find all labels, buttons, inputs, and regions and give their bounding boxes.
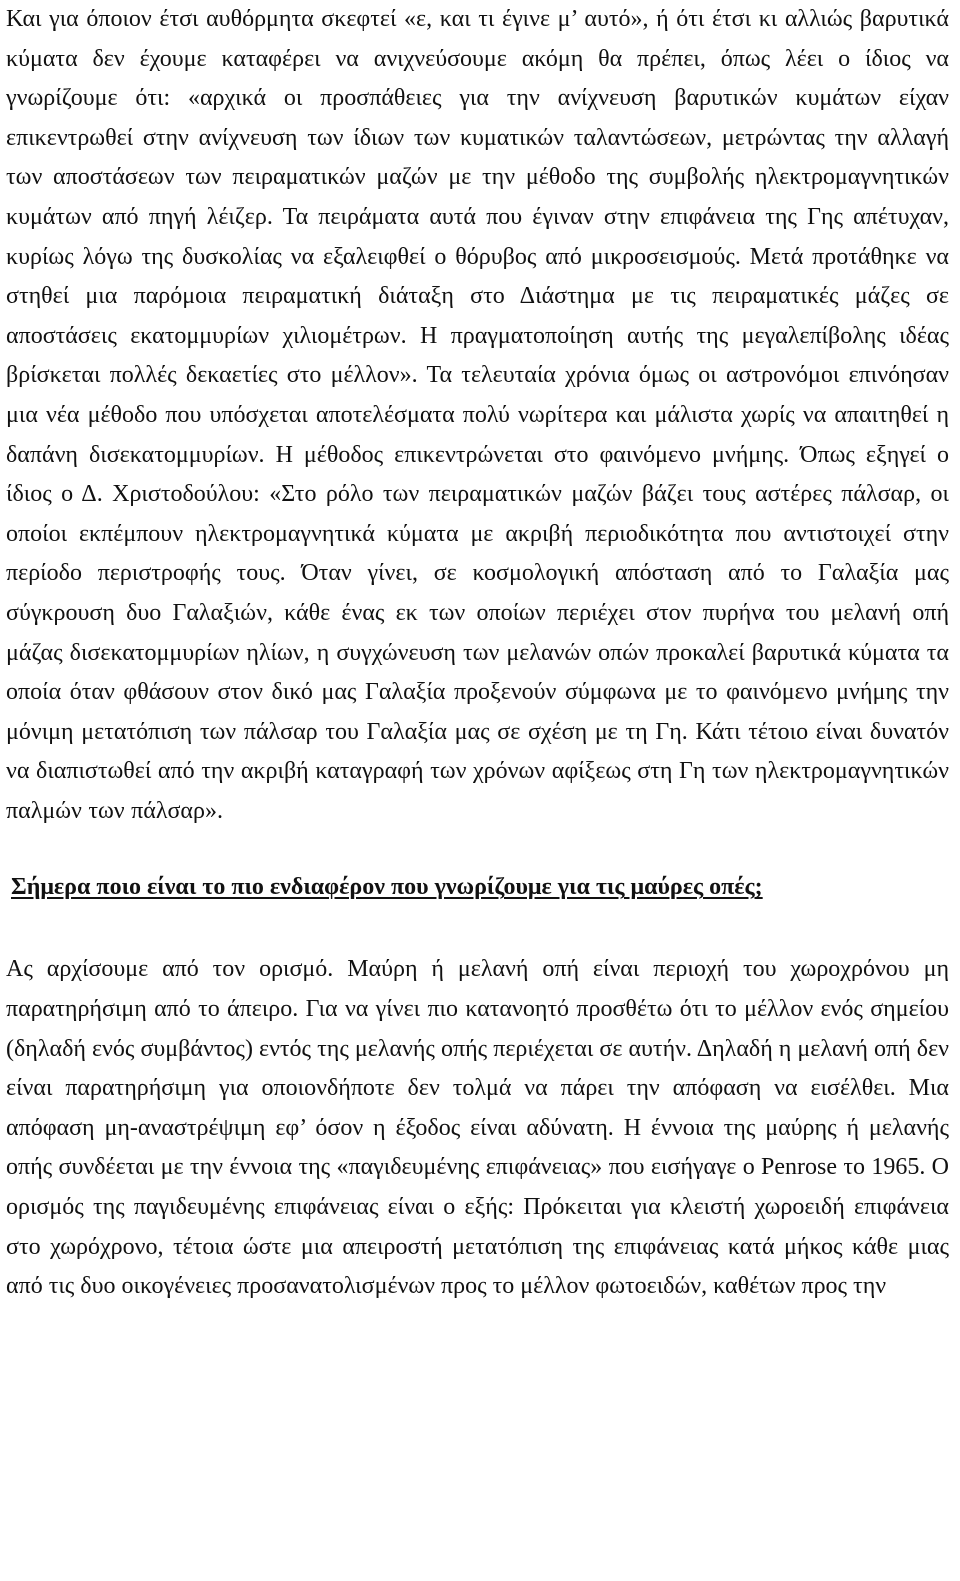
body-paragraph: Ας αρχίσουμε από τον ορισμό. Μαύρη ή μελανή οπή είναι περιοχή του χωροχρόνου μη παρατηρήσιμη από το άπειρο. Για να γίνει πιο κατανοητό προσθέτω ότι το μέλλον ενός σημείου (δηλαδή ενός συμβάντος) εντός της μελανής οπής περιέχεται σε αυτήν. Δηλαδή η μελανή οπή δεν είναι παρατηρήσιμη για οποιονδήποτε δεν τολμά να πάρει την απόφαση να εισέλθει. Μια απόφαση μη-αναστρέψιμη εφ’ όσον η έξοδος είναι αδύνατη. Η έννοια της μαύρης ή μελανής οπής συνδέεται με την έννοια της «παγιδευμένης επιφάνειας» που εισήγαγε ο Penrose το 1965. Ο ορισμός της παγιδευμένης επιφάνειας είναι ο εξής: Πρόκειται για κλειστή χωροειδή επιφάνεια στο χωρόχρονο, τέτοια ώστε μια απειροστή μετατόπιση της επιφάνειας κατά μήκος κάθε μιας από τις δυο οικογένειες προσανατολισμένων προς το μέλλον φωτοειδών, καθέτων προς την xyxy=(6,956,949,1300)
document-page xyxy=(6,0,949,1307)
body-paragraph: Και για όποιον έτσι αυθόρμητα σκεφτεί «ε, και τι έγινε μ’ αυτό», ή ότι έτσι κι αλλιώς βαρυτικά κύματα δεν έχουμε καταφέρει να ανιχνεύσουμε ακόμη θα πρέπει, όπως λέει ο ίδιος να γνωρίζουμε ότι: «αρχικά οι προσπάθειες για την ανίχνευση βαρυτικών κυμάτων είχαν επικεντρωθεί στην ανίχνευση των ίδιων των κυματικών ταλαντώσεων, μετρώντας την αλλαγή των αποστάσεων των πειραματικών μαζών με την μέθοδο της συμβολής ηλεκτρομαγνητικών κυμάτων από πηγή λέιζερ. Τα πειράματα αυτά που έγιναν στην επιφάνεια της Γης απέτυχαν, κυρίως λόγω της δυσκολίας να εξαλειφθεί ο θόρυβος από μικροσεισμούς. Μετά προτάθηκε να στηθεί μια παρόμοια πειραματική διάταξη στο Διάστημα με τις πειραματικές μάζες σε αποστάσεις εκατομμυρίων χιλιομέτρων. Η πραγματοποίηση αυτής της μεγαλεπίβολης ιδέας βρίσκεται πολλές δεκαετίες στο μέλλον». Τα τελευταία χρόνια όμως οι αστρονόμοι επινόησαν μια νέα μέθοδο που υπόσχεται αποτελέσματα πολύ νωρίτερα και μάλιστα χωρίς να απαιτηθεί η δαπάνη δισεκατομμυρίων. Η μέθοδος επικεντρώνεται στο φαινόμενο μνήμης. Όπως εξηγεί ο ίδιος ο Δ. Χριστοδούλου: «Στο ρόλο των πειραματικών μαζών βάζει τους αστέρες πάλσαρ, οι οποίοι εκπέμπουν ηλεκτρομαγνητικά κύματα με ακριβή περιοδικότητα που αντιστοιχεί στην περίοδο περιστροφής τους. Όταν γίνει, σε κοσμολογική απόσταση από το Γαλαξία μας σύγκρουση δυο Γαλαξιών, κάθε ένας εκ των οποίων περιέχει στον πυρήνα του μελανή οπή μάζας δισεκατομμυρίων ηλίων, η συγχώνευση των μελανών οπών προκαλεί βαρυτικά κύματα τα οποία όταν φθάσουν στον δικό μας Γαλαξία προξενούν σύμφωνα με το φαινόμενο μνήμης την μόνιμη μετατόπιση των πάλσαρ του Γαλαξία μας σε σχέση με τη Γη. Κάτι τέτοιο είναι δυνατόν να διαπιστωθεί από την ακριβή καταγραφή των χρόνων αφίξεως στη Γη των ηλεκτρομαγνητικών παλμών των πάλσαρ». xyxy=(6,6,949,824)
section-heading: Σήμερα ποιο είναι το πιο ενδιαφέρον που γνωρίζουμε για τις μαύρες οπές; xyxy=(11,874,763,901)
